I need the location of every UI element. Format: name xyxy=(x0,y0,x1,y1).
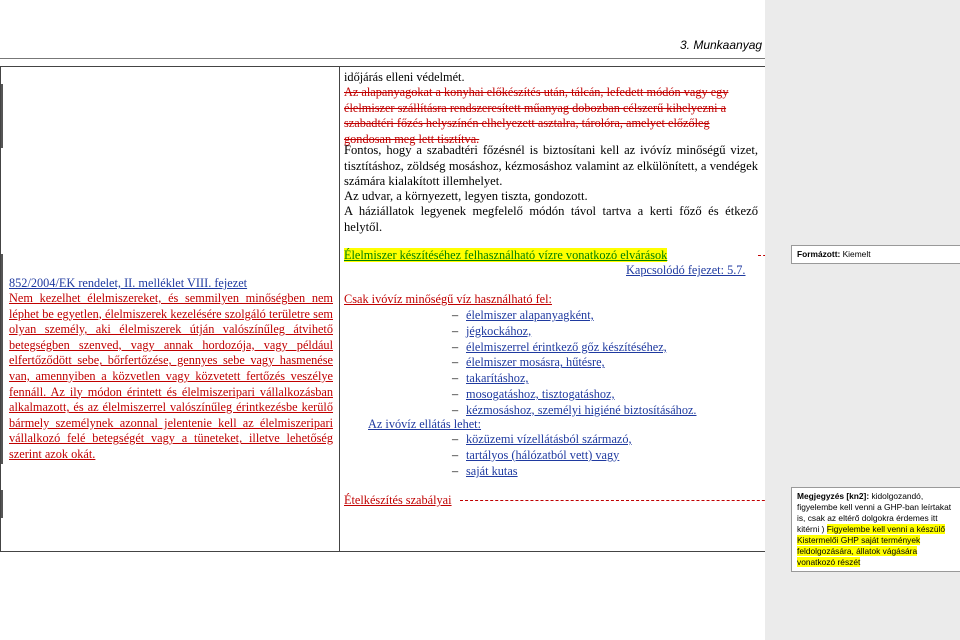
dash-bullet: – xyxy=(452,355,459,370)
change-bar xyxy=(1,84,3,148)
list-item-text: takarításhoz, xyxy=(466,371,529,386)
list-item xyxy=(452,324,531,340)
format-label: Formázott: xyxy=(797,249,841,259)
list-item xyxy=(452,387,615,403)
comment-label: Megjegyzés [kn2]: xyxy=(797,491,870,501)
list-item xyxy=(452,308,594,324)
food-prep-rules: Ételkészítés szabályai xyxy=(344,493,452,507)
related-chapter: Kapcsolódó fejezet: 5.7. xyxy=(626,263,746,277)
paragraph-animals: A háziállatok legyenek megfelelő módón távol tartva a kerti főző és étkező helytől. xyxy=(344,204,758,234)
supply-heading: Az ivóvíz ellátás lehet: xyxy=(368,417,482,431)
dash-bullet: – xyxy=(452,463,459,478)
list-item xyxy=(452,340,667,356)
dash-bullet: – xyxy=(452,339,459,354)
list-item xyxy=(452,448,619,464)
list-item xyxy=(452,464,518,480)
paragraph-yard: Az udvar, a környezett, legyen tiszta, gondozott. xyxy=(344,189,588,203)
regulation-reference: 852/2004/EK rendelet, II. melléklet VIII. fejezet xyxy=(9,276,248,290)
list-item xyxy=(452,432,632,448)
list-item xyxy=(452,371,528,387)
header-rule xyxy=(0,58,765,59)
dash-bullet: – xyxy=(452,447,459,462)
list-item-text: élelmiszer alapanyagként, xyxy=(466,308,594,322)
list-item-text: kézmosáshoz, személyi higiéné biztosításához. xyxy=(466,402,697,417)
dash-bullet: – xyxy=(452,371,459,386)
list-item xyxy=(452,355,605,371)
list-item-text: mosogatáshoz, tisztogatáshoz, xyxy=(466,387,615,401)
dash-bullet: – xyxy=(452,402,459,417)
list-item-text: jégkockához, xyxy=(466,323,532,338)
comment-text: kidolgozandó, figyelembe kell venni a GHP-ban leírtakat is, csak az eltérő dolgokra érdemes itt kitérni ) xyxy=(797,491,952,534)
section-heading: Élelmiszer készítéséhez felhasználható vízre vonatkozó elvárások xyxy=(344,248,668,262)
paragraph-water-hygiene: Fontos, hogy a szabadtéri főzésnél is biztosítani kell az ivóvíz minőségű vizet, tisztításhoz, zöldség mosáshoz, kézmosáshoz valamint az elkülönített, a vendégek számára kialakított illemhelyet. xyxy=(344,143,758,189)
dash-bullet: – xyxy=(452,387,459,401)
continued-line: időjárás elleni védelmét. xyxy=(344,70,465,84)
format-value: Kiemelt xyxy=(842,249,871,259)
comment-balloon[interactable] xyxy=(791,487,960,572)
comment-highlight: Figyelembe kell venni a készülő Kistermelői GHP saját termények feldolgozására, állatok vágására vonatkozó részét xyxy=(797,524,946,567)
list-item-text: élelmiszer mosásra, hűtésre, xyxy=(466,355,605,370)
format-balloon[interactable] xyxy=(791,245,960,264)
dash-bullet: – xyxy=(452,308,459,322)
change-bar xyxy=(1,490,3,518)
list-item-text: közüzemi vízellátásból származó, xyxy=(466,432,632,446)
list-item-text: élelmiszerrel érintkező gőz készítéséhez, xyxy=(466,339,667,354)
dash-bullet: – xyxy=(452,432,459,446)
deleted-paragraph: Az alapanyagokat a konyhai előkészítés után, tálcán, lefedett módón vagy egy élelmiszer szállításra rendszeresített műanyag dobozban célszerű kihelyezni a szabadtéri főzés helyszínén elhelyezett asztalra, tárolóra, amelyet előzőleg gondosan meg lett tisztítva. xyxy=(344,85,729,146)
change-bar xyxy=(1,254,3,464)
regulation-text: Nem kezelhet élelmiszereket, és semmilyen minőségben nem léphet be egyetlen, élelmiszerek kezelésére szolgáló területre sem olyan személy, aki élelmiszerek útján valószínűleg átvihető betegségben szenved, vagy annak hordozója, vagy például elfertőződött sebe, bőrfertőzése, gennyes sebe vagy hasmenése van, amennyiben a közvetlen vagy közvetett fertőzés veszélye fennáll. Az ily módon érintett és élelmiszeripari vállalkozásban alkalmazott, és az élelmiszerrel valószínűleg érintkezésbe kerülő bármely személynek azonnal jelentenie kell az élelmiszeripari vállalkozó felé betegségét vagy a tüneteket, illetve lehetőség szerint azok okát. xyxy=(9,291,333,461)
list-item-text: saját kutas xyxy=(466,463,518,478)
running-header: 3. Munkaanyag xyxy=(680,38,763,52)
list-item-text: tartályos (hálózatból vett) vagy xyxy=(466,447,620,462)
drinking-water-heading: Csak ivóvíz minőségű víz használható fel: xyxy=(344,292,552,306)
comment-connector xyxy=(460,500,790,501)
dash-bullet: – xyxy=(452,323,459,338)
